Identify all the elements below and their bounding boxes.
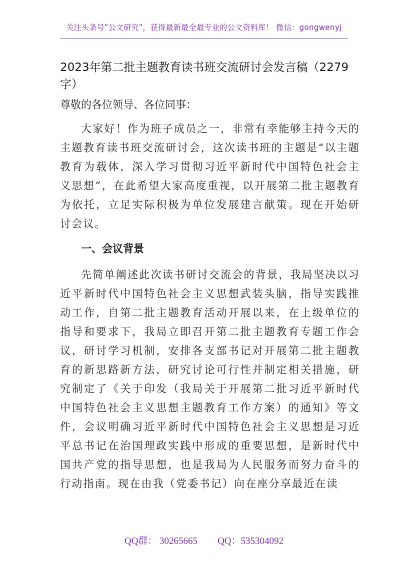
section-heading: 一、会议背景 xyxy=(81,243,144,255)
header-banner: 关注头条号"公文研究"，获得最新最全最专业的公文资料库！ 微信：gongwenyj xyxy=(66,23,342,32)
salutation: 尊敬的各位领导、各位同事： xyxy=(60,99,197,111)
document-title: 2023年第二批主题教育读书班交流研讨会发言稿（2279字） xyxy=(60,60,349,91)
footer-qq: QQ：535304092 xyxy=(217,537,284,547)
header-divider xyxy=(60,38,348,39)
footer-qq-group: QQ群： 30265665 xyxy=(124,537,198,547)
intro-paragraph: 大家好！作为班子成员之一，非常有幸能够主持今天的主题教育读书班交流研讨会，这次读书班的主题是“以主题教育为载体，深入学习贯彻习近平新时代中国特色社会主义思想”，在此希望大家高度重视，以开展第二批主题教育为依托，立足实际积极为单位发展建言献策。现在开始研讨会议。 xyxy=(60,123,360,230)
section-paragraph: 先简单阐述此次读书研讨交流会的背景，我局坚决以习近平新时代中国特色社会主义思想武装头脑，指导实践推动工作，自第二批主题教育活动开展以来，在上级单位的指导和要求下，我局立即召开第二批主题教育专题工作会议，研讨学习机制，安排各支部书记对开展第二批主题教育的新思路新方法，研究讨论可行性并制定相关措施，研究制定了《关于印发（我局关于开展第二批习近平新时代中国特色社会主义思想主题教育工作方案）的通知》等文件，会议明确习近平新时代中国特色社会主义思想是习近平总书记在治国理政实践中形成的重要思想，是新时代中国共产党的指导思想，也是我局为人民服务而努力奋斗的行动指南。现在由我（党委书记）向在座分享最近在读 xyxy=(60,269,360,490)
footer-contact xyxy=(0,533,408,547)
document-body xyxy=(60,45,360,494)
